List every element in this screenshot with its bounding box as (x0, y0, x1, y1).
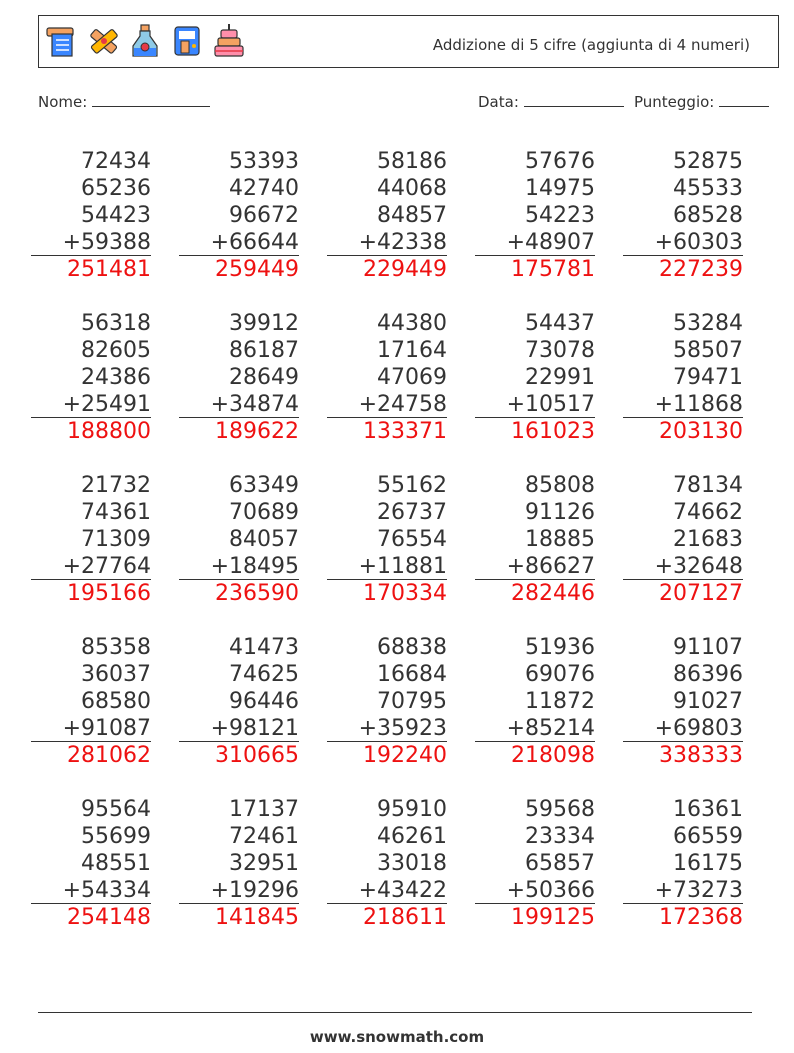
addition-problem (623, 310, 743, 446)
addend-4: +91087 (31, 715, 151, 742)
addend-2: 23334 (525, 824, 595, 849)
addend-2: 74625 (229, 662, 299, 687)
addend-2: 55699 (81, 824, 151, 849)
answer: 203130 (659, 419, 743, 444)
addend-3: 54423 (81, 203, 151, 228)
addend-2: 58507 (673, 338, 743, 363)
addend-1: 68838 (377, 635, 447, 660)
score-blank[interactable] (719, 93, 769, 107)
addend-2: 74662 (673, 500, 743, 525)
addend-2: 86187 (229, 338, 299, 363)
addition-problem (475, 148, 595, 284)
addition-problem (327, 148, 447, 284)
addend-4: +34874 (179, 391, 299, 418)
addend-3: 65857 (525, 851, 595, 876)
addend-3: 32951 (229, 851, 299, 876)
footer-url: www.snowmath.com (309, 1028, 485, 1046)
addend-1: 85808 (525, 473, 595, 498)
addend-1: 72434 (81, 149, 151, 174)
addition-problem (179, 148, 299, 284)
addend-2: 36037 (81, 662, 151, 687)
addend-3: 28649 (229, 365, 299, 390)
answer: 236590 (215, 581, 299, 606)
addend-3: 18885 (525, 527, 595, 552)
addend-4: +32648 (623, 553, 743, 580)
answer: 175781 (511, 257, 595, 282)
answer: 188800 (67, 419, 151, 444)
footer-divider (38, 1012, 752, 1013)
addend-1: 21732 (81, 473, 151, 498)
addend-2: 91126 (525, 500, 595, 525)
addend-2: 82605 (81, 338, 151, 363)
addend-1: 41473 (229, 635, 299, 660)
addend-4: +60303 (623, 229, 743, 256)
addend-2: 70689 (229, 500, 299, 525)
addend-3: 84057 (229, 527, 299, 552)
answer: 199125 (511, 905, 595, 930)
addend-3: 47069 (377, 365, 447, 390)
addend-2: 46261 (377, 824, 447, 849)
answer: 310665 (215, 743, 299, 768)
addition-problem (475, 796, 595, 932)
addend-2: 14975 (525, 176, 595, 201)
addend-3: 96672 (229, 203, 299, 228)
addend-3: 11872 (525, 689, 595, 714)
addend-4: +10517 (475, 391, 595, 418)
addend-1: 95564 (81, 797, 151, 822)
worksheet-title: Addizione di 5 cifre (aggiunta di 4 numeri) (432, 36, 750, 54)
addition-problem (31, 472, 151, 608)
addend-4: +73273 (623, 877, 743, 904)
addend-4: +86627 (475, 553, 595, 580)
addend-1: 54437 (525, 311, 595, 336)
blender-icon (170, 22, 204, 60)
addend-3: 22991 (525, 365, 595, 390)
score-field[interactable] (634, 93, 769, 111)
header-icons (44, 22, 246, 60)
answer: 229449 (363, 257, 447, 282)
addend-2: 74361 (81, 500, 151, 525)
addend-4: +42338 (327, 229, 447, 256)
addend-2: 16684 (377, 662, 447, 687)
addend-2: 45533 (673, 176, 743, 201)
date-label: Data: (478, 93, 519, 111)
addend-1: 85358 (81, 635, 151, 660)
answer: 338333 (659, 743, 743, 768)
addend-1: 57676 (525, 149, 595, 174)
score-label: Punteggio: (634, 93, 715, 111)
addition-problem (31, 310, 151, 446)
addend-1: 59568 (525, 797, 595, 822)
addend-3: 33018 (377, 851, 447, 876)
addend-1: 56318 (81, 311, 151, 336)
addition-problem (623, 634, 743, 770)
addend-2: 69076 (525, 662, 595, 687)
addend-1: 51936 (525, 635, 595, 660)
answer: 254148 (67, 905, 151, 930)
addend-4: +50366 (475, 877, 595, 904)
answer: 195166 (67, 581, 151, 606)
addend-3: 84857 (377, 203, 447, 228)
addend-3: 54223 (525, 203, 595, 228)
answer: 218098 (511, 743, 595, 768)
answer: 189622 (215, 419, 299, 444)
answer: 172368 (659, 905, 743, 930)
answer: 281062 (67, 743, 151, 768)
cake-icon (212, 22, 246, 60)
date-blank[interactable] (524, 93, 624, 107)
addend-2: 66559 (673, 824, 743, 849)
addition-problem (179, 310, 299, 446)
addend-3: 96446 (229, 689, 299, 714)
addend-1: 95910 (377, 797, 447, 822)
addend-3: 76554 (377, 527, 447, 552)
addend-4: +18495 (179, 553, 299, 580)
addend-4: +24758 (327, 391, 447, 418)
pencil-eraser-icon (86, 22, 120, 60)
addend-2: 72461 (229, 824, 299, 849)
date-field[interactable] (478, 93, 624, 111)
addend-3: 91027 (673, 689, 743, 714)
addition-problem (623, 148, 743, 284)
addend-1: 17137 (229, 797, 299, 822)
addend-3: 21683 (673, 527, 743, 552)
addition-problem (327, 310, 447, 446)
addend-1: 52875 (673, 149, 743, 174)
addend-3: 48551 (81, 851, 151, 876)
addend-3: 68528 (673, 203, 743, 228)
addend-4: +27764 (31, 553, 151, 580)
addend-2: 86396 (673, 662, 743, 687)
addend-2: 65236 (81, 176, 151, 201)
answer: 192240 (363, 743, 447, 768)
addend-4: +19296 (179, 877, 299, 904)
addend-1: 58186 (377, 149, 447, 174)
addend-1: 44380 (377, 311, 447, 336)
answer: 259449 (215, 257, 299, 282)
addend-1: 39912 (229, 311, 299, 336)
addend-4: +54334 (31, 877, 151, 904)
addend-4: +11868 (623, 391, 743, 418)
potion-bottle-icon (128, 22, 162, 60)
name-blank[interactable] (92, 93, 210, 107)
answer: 141845 (215, 905, 299, 930)
addition-problem (327, 634, 447, 770)
addition-problem (623, 796, 743, 932)
addend-4: +85214 (475, 715, 595, 742)
addend-4: +43422 (327, 877, 447, 904)
addend-1: 78134 (673, 473, 743, 498)
addition-problem (31, 634, 151, 770)
addend-3: 16175 (673, 851, 743, 876)
addend-2: 44068 (377, 176, 447, 201)
answer: 161023 (511, 419, 595, 444)
answer: 251481 (67, 257, 151, 282)
answer: 218611 (363, 905, 447, 930)
addend-1: 53284 (673, 311, 743, 336)
notepad-icon (44, 22, 78, 60)
addition-problem (623, 472, 743, 608)
addend-1: 53393 (229, 149, 299, 174)
addition-problem (475, 310, 595, 446)
addition-problem (179, 472, 299, 608)
name-field[interactable] (38, 93, 210, 111)
addend-2: 17164 (377, 338, 447, 363)
addend-4: +35923 (327, 715, 447, 742)
addend-4: +48907 (475, 229, 595, 256)
addend-1: 91107 (673, 635, 743, 660)
addend-3: 79471 (673, 365, 743, 390)
addition-problem (31, 796, 151, 932)
answer: 170334 (363, 581, 447, 606)
addend-4: +11881 (327, 553, 447, 580)
addend-2: 26737 (377, 500, 447, 525)
addition-problem (327, 472, 447, 608)
addend-2: 73078 (525, 338, 595, 363)
answer: 133371 (363, 419, 447, 444)
addition-problem (179, 796, 299, 932)
addition-problem (475, 634, 595, 770)
name-label: Nome: (38, 93, 88, 111)
addend-2: 42740 (229, 176, 299, 201)
addition-problem (475, 472, 595, 608)
answer: 207127 (659, 581, 743, 606)
answer: 227239 (659, 257, 743, 282)
addend-4: +25491 (31, 391, 151, 418)
addend-4: +59388 (31, 229, 151, 256)
addend-1: 63349 (229, 473, 299, 498)
header-box (38, 15, 779, 68)
addend-3: 71309 (81, 527, 151, 552)
addition-problem (31, 148, 151, 284)
addend-1: 16361 (673, 797, 743, 822)
answer: 282446 (511, 581, 595, 606)
addend-3: 70795 (377, 689, 447, 714)
addition-problem (327, 796, 447, 932)
addend-4: +66644 (179, 229, 299, 256)
addend-3: 68580 (81, 689, 151, 714)
addend-1: 55162 (377, 473, 447, 498)
addend-4: +98121 (179, 715, 299, 742)
addition-problem (179, 634, 299, 770)
addend-4: +69803 (623, 715, 743, 742)
addend-3: 24386 (81, 365, 151, 390)
